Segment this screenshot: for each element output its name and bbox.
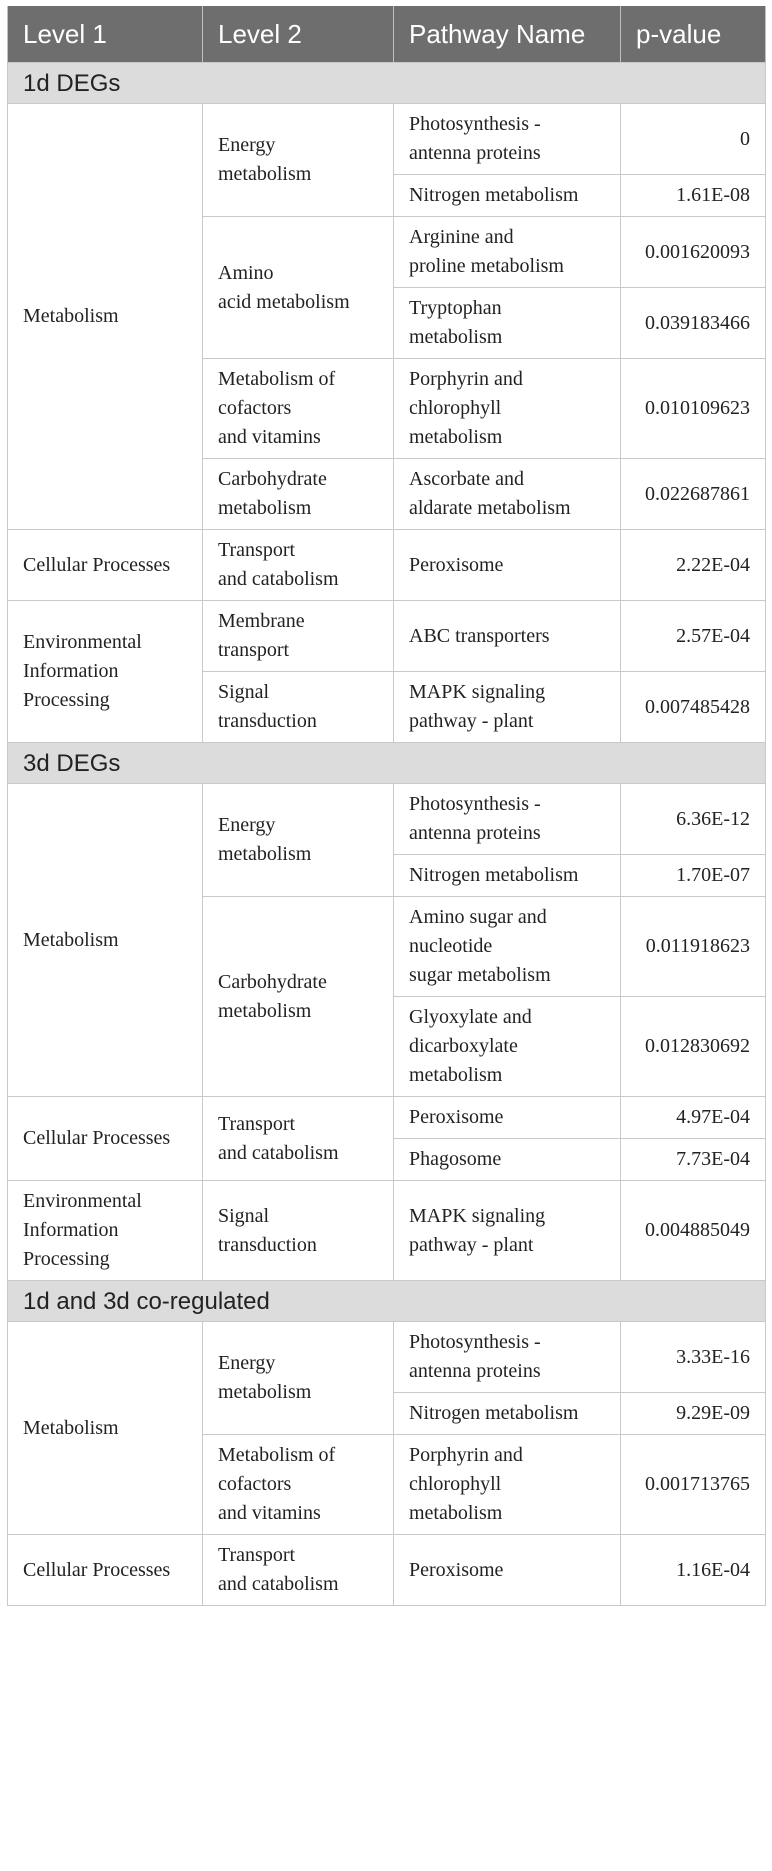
section-row (8, 63, 766, 104)
level1-cell: Environmental Information Processing (8, 601, 203, 743)
pathway-cell: Nitrogen metabolism (394, 1393, 621, 1435)
level1-cell: Metabolism (8, 104, 203, 530)
pathway-cell: Porphyrin and chlorophyll metabolism (394, 359, 621, 459)
level2-cell: Carbohydrate metabolism (203, 897, 394, 1097)
table-row (8, 104, 766, 175)
section-row (8, 743, 766, 784)
table-row (8, 530, 766, 601)
pathway-cell: Arginine and proline metabolism (394, 217, 621, 288)
pvalue-cell: 6.36E-12 (621, 784, 766, 855)
pathway-cell: Peroxisome (394, 1535, 621, 1606)
header-level2: Level 2 (203, 6, 394, 63)
level2-cell: Transport and catabolism (203, 1535, 394, 1606)
pathway-cell: Peroxisome (394, 530, 621, 601)
level2-cell: Amino acid metabolism (203, 217, 394, 359)
level2-cell: Carbohydrate metabolism (203, 459, 394, 530)
pvalue-cell: 0.010109623 (621, 359, 766, 459)
level1-cell: Metabolism (8, 1322, 203, 1535)
section-title: 1d and 3d co-regulated (8, 1281, 766, 1322)
pvalue-cell: 0.001620093 (621, 217, 766, 288)
table-row (8, 601, 766, 672)
pvalue-cell: 3.33E-16 (621, 1322, 766, 1393)
pvalue-cell: 0.012830692 (621, 997, 766, 1097)
pvalue-cell: 1.16E-04 (621, 1535, 766, 1606)
pvalue-cell: 1.61E-08 (621, 175, 766, 217)
level2-cell: Signal transduction (203, 672, 394, 743)
table-row (8, 1535, 766, 1606)
header-level1: Level 1 (8, 6, 203, 63)
pathway-cell: Ascorbate and aldarate metabolism (394, 459, 621, 530)
level2-cell: Energy metabolism (203, 784, 394, 897)
pathway-table (7, 6, 766, 1606)
pvalue-cell: 2.22E-04 (621, 530, 766, 601)
pathway-cell: MAPK signaling pathway - plant (394, 672, 621, 743)
pathway-cell: Amino sugar and nucleotide sugar metabolism (394, 897, 621, 997)
table-row (8, 1322, 766, 1393)
level1-cell: Cellular Processes (8, 1535, 203, 1606)
pathway-cell: Peroxisome (394, 1097, 621, 1139)
pathway-cell: Tryptophan metabolism (394, 288, 621, 359)
pvalue-cell: 0.011918623 (621, 897, 766, 997)
pvalue-cell: 1.70E-07 (621, 855, 766, 897)
level1-cell: Environmental Information Processing (8, 1181, 203, 1281)
pathway-cell: Photosynthesis - antenna proteins (394, 104, 621, 175)
pvalue-cell: 9.29E-09 (621, 1393, 766, 1435)
pvalue-cell: 7.73E-04 (621, 1139, 766, 1181)
pathway-cell: Phagosome (394, 1139, 621, 1181)
table-row (8, 784, 766, 855)
pvalue-cell: 0.039183466 (621, 288, 766, 359)
pathway-cell: MAPK signaling pathway - plant (394, 1181, 621, 1281)
pvalue-cell: 2.57E-04 (621, 601, 766, 672)
table-row (8, 1181, 766, 1281)
table-header (8, 6, 766, 63)
level1-cell: Cellular Processes (8, 1097, 203, 1181)
table-row (8, 1097, 766, 1139)
level2-cell: Metabolism of cofactors and vitamins (203, 1435, 394, 1535)
level2-cell: Energy metabolism (203, 104, 394, 217)
pvalue-cell: 0.022687861 (621, 459, 766, 530)
table-body (8, 63, 766, 1606)
section-row (8, 1281, 766, 1322)
pathway-cell: Photosynthesis - antenna proteins (394, 1322, 621, 1393)
pathway-cell: Porphyrin and chlorophyll metabolism (394, 1435, 621, 1535)
level2-cell: Energy metabolism (203, 1322, 394, 1435)
level2-cell: Metabolism of cofactors and vitamins (203, 359, 394, 459)
level2-cell: Membrane transport (203, 601, 394, 672)
level2-cell: Transport and catabolism (203, 530, 394, 601)
pathway-cell: Photosynthesis - antenna proteins (394, 784, 621, 855)
header-pathway: Pathway Name (394, 6, 621, 63)
pvalue-cell: 0 (621, 104, 766, 175)
level2-cell: Transport and catabolism (203, 1097, 394, 1181)
header-pvalue: p-value (621, 6, 766, 63)
level2-cell: Signal transduction (203, 1181, 394, 1281)
pathway-cell: Glyoxylate and dicarboxylate metabolism (394, 997, 621, 1097)
level1-cell: Metabolism (8, 784, 203, 1097)
pathway-cell: Nitrogen metabolism (394, 855, 621, 897)
section-title: 3d DEGs (8, 743, 766, 784)
pvalue-cell: 0.007485428 (621, 672, 766, 743)
pvalue-cell: 4.97E-04 (621, 1097, 766, 1139)
level1-cell: Cellular Processes (8, 530, 203, 601)
pvalue-cell: 0.001713765 (621, 1435, 766, 1535)
header-row (8, 6, 766, 63)
section-title: 1d DEGs (8, 63, 766, 104)
pathway-cell: Nitrogen metabolism (394, 175, 621, 217)
pvalue-cell: 0.004885049 (621, 1181, 766, 1281)
pathway-cell: ABC transporters (394, 601, 621, 672)
